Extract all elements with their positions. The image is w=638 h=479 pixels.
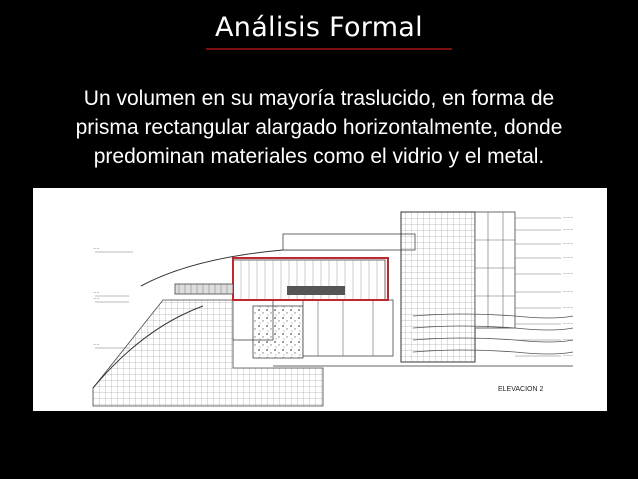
svg-text:~~~: ~~~ (563, 241, 574, 246)
svg-text:~~: ~~ (93, 290, 100, 295)
right-volume (475, 212, 515, 328)
lower-room-right (303, 300, 393, 356)
svg-text:~~: ~~ (93, 296, 100, 301)
svg-text:~~~: ~~~ (563, 321, 574, 326)
slide-body (20, 84, 618, 171)
drawing-caption: ELEVACION 2 (498, 386, 544, 393)
svg-text:~~~: ~~~ (563, 305, 574, 310)
svg-text:~~~: ~~~ (563, 255, 574, 260)
body-line-1: Un volumen en su mayoría traslucido, en forma de (83, 87, 555, 110)
svg-text:~~~: ~~~ (563, 215, 574, 220)
svg-text:~~~: ~~~ (563, 227, 574, 232)
title-underline (206, 48, 452, 50)
slide-title: Análisis Formal (215, 12, 423, 43)
level-markers-left (95, 252, 133, 348)
svg-text:~~: ~~ (93, 342, 100, 347)
svg-text:~~~: ~~~ (563, 353, 574, 358)
stone-wall (253, 306, 303, 358)
svg-text:~~~: ~~~ (563, 337, 574, 342)
body-line-3: predominan materiales como el vidrio y el metal. (93, 145, 545, 168)
elevation-drawing (33, 188, 607, 411)
svg-text:~~~: ~~~ (563, 271, 574, 276)
svg-text:~~~: ~~~ (563, 289, 574, 294)
svg-text:~~: ~~ (93, 246, 100, 251)
level-markers-right (515, 218, 561, 356)
left-cantilever (175, 284, 233, 294)
body-line-2: prisma rectangular alargado horizontalmente, donde (75, 116, 563, 139)
tower (401, 212, 475, 362)
